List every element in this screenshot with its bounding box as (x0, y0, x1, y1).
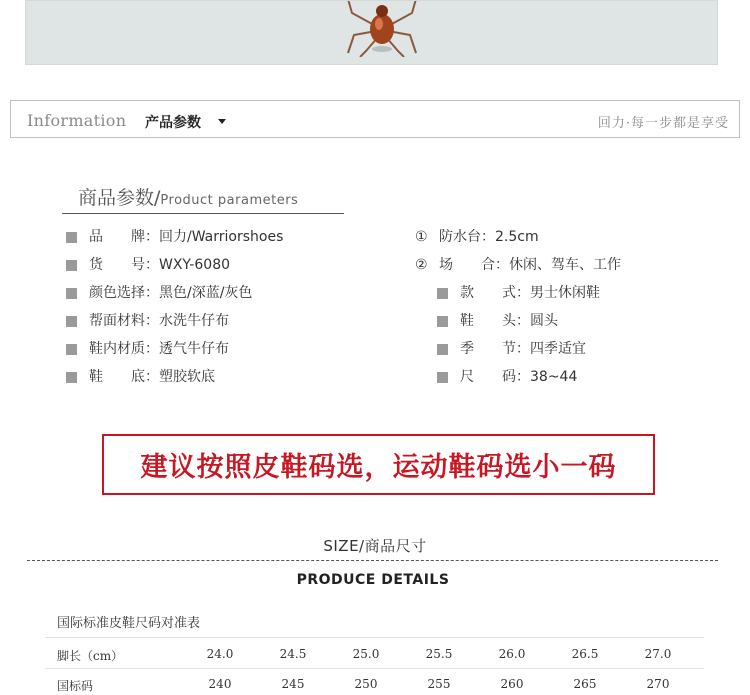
table-cell: 24.0 (206, 647, 234, 661)
bullet-square-icon (66, 260, 77, 271)
param-label: 鞋 底： (89, 369, 159, 385)
param-value: 回力/Warriorshoes (159, 229, 284, 245)
table-divider (45, 637, 704, 638)
bullet-square-icon (66, 316, 77, 327)
bullet-square-icon (437, 372, 448, 383)
param-row (66, 312, 283, 340)
circled-number-marker: ② (415, 257, 428, 273)
param-value: 四季适宜 (530, 341, 586, 357)
param-row (415, 228, 621, 256)
param-value: 水洗牛仔布 (159, 313, 229, 329)
size-advice-text: 建议按照皮鞋码选，运动鞋码选小一码 (140, 452, 617, 483)
param-label: 尺 码： (460, 369, 530, 385)
param-row (415, 340, 621, 368)
params-right-column (415, 228, 621, 396)
param-label: 场 合： (439, 257, 509, 273)
param-label: 鞋 头： (460, 313, 530, 329)
table-divider (45, 668, 704, 669)
bullet-square-icon (437, 316, 448, 327)
params-left-column (66, 228, 283, 396)
param-value: 圆头 (530, 313, 558, 329)
params-heading-cn: 商品参数 (78, 187, 155, 209)
param-value: 黑色/深蓝/灰色 (159, 285, 253, 301)
top-banner (25, 0, 718, 65)
table-cell: 25.5 (425, 647, 453, 661)
circled-number-marker: ① (415, 229, 428, 245)
param-label: 鞋内材质： (89, 341, 159, 357)
bullet-square-icon (437, 344, 448, 355)
param-label: 帮面材料： (89, 313, 159, 329)
bullet-square-icon (66, 288, 77, 299)
param-row (66, 228, 283, 256)
param-label: 季 节： (460, 341, 530, 357)
table-cell: 27.0 (644, 647, 672, 661)
param-value: 塑胶软底 (159, 369, 215, 385)
param-row (415, 284, 621, 312)
param-row (66, 256, 283, 284)
table-cell: 245 (281, 677, 305, 691)
table-row-label: 国标码 (57, 679, 94, 693)
param-value: 休闲、驾车、工作 (509, 257, 621, 273)
param-value: 38~44 (530, 369, 578, 385)
information-label: Information (27, 111, 127, 130)
table-cell: 26.0 (498, 647, 526, 661)
table-cell: 25.0 (352, 647, 380, 661)
table-cell: 24.5 (279, 647, 307, 661)
caret-down-icon[interactable] (218, 119, 226, 124)
spider-mascot-image (344, 0, 420, 57)
param-value: WXY-6080 (159, 257, 231, 273)
bullet-square-icon (66, 344, 77, 355)
param-label: 品 牌： (89, 229, 159, 245)
size-table-title: 国际标准皮鞋尺码对准表 (57, 616, 201, 631)
brand-slogan: 回力·每一步都是享受 (597, 116, 729, 131)
param-label: 防水台： (439, 229, 495, 245)
bullet-square-icon (437, 288, 448, 299)
params-heading-underline (62, 213, 344, 214)
bullet-square-icon (66, 232, 77, 243)
param-value: 2.5cm (495, 229, 539, 245)
param-row (66, 340, 283, 368)
params-heading (78, 183, 298, 210)
size-advice-box (102, 434, 655, 495)
param-row (415, 312, 621, 340)
table-cell: 250 (354, 677, 378, 691)
param-label: 款 式： (460, 285, 530, 301)
param-label: 颜色选择： (89, 285, 159, 301)
param-row (66, 284, 283, 312)
table-cell: 255 (427, 677, 451, 691)
table-cell: 265 (573, 677, 597, 691)
dashed-divider (27, 560, 718, 561)
table-cell: 270 (646, 677, 670, 691)
param-label: 货 号： (89, 257, 159, 273)
table-cell: 240 (208, 677, 232, 691)
param-row (415, 256, 621, 284)
param-value: 男士休闲鞋 (530, 285, 600, 301)
param-row (66, 368, 283, 396)
tab-product-params[interactable]: 产品参数 (145, 115, 201, 131)
table-cell: 26.5 (571, 647, 599, 661)
size-section-title: SIZE/商品尺寸 (323, 537, 427, 555)
param-row (415, 368, 621, 396)
table-cell: 260 (500, 677, 524, 691)
bullet-square-icon (66, 372, 77, 383)
table-row-label: 脚长（cm） (57, 649, 124, 663)
information-bar (10, 100, 740, 138)
produce-details-heading: PRODUCE DETAILS (296, 572, 450, 588)
params-heading-slash: / (154, 187, 161, 209)
params-heading-en: Product parameters (160, 193, 299, 208)
param-value: 透气牛仔布 (159, 341, 229, 357)
